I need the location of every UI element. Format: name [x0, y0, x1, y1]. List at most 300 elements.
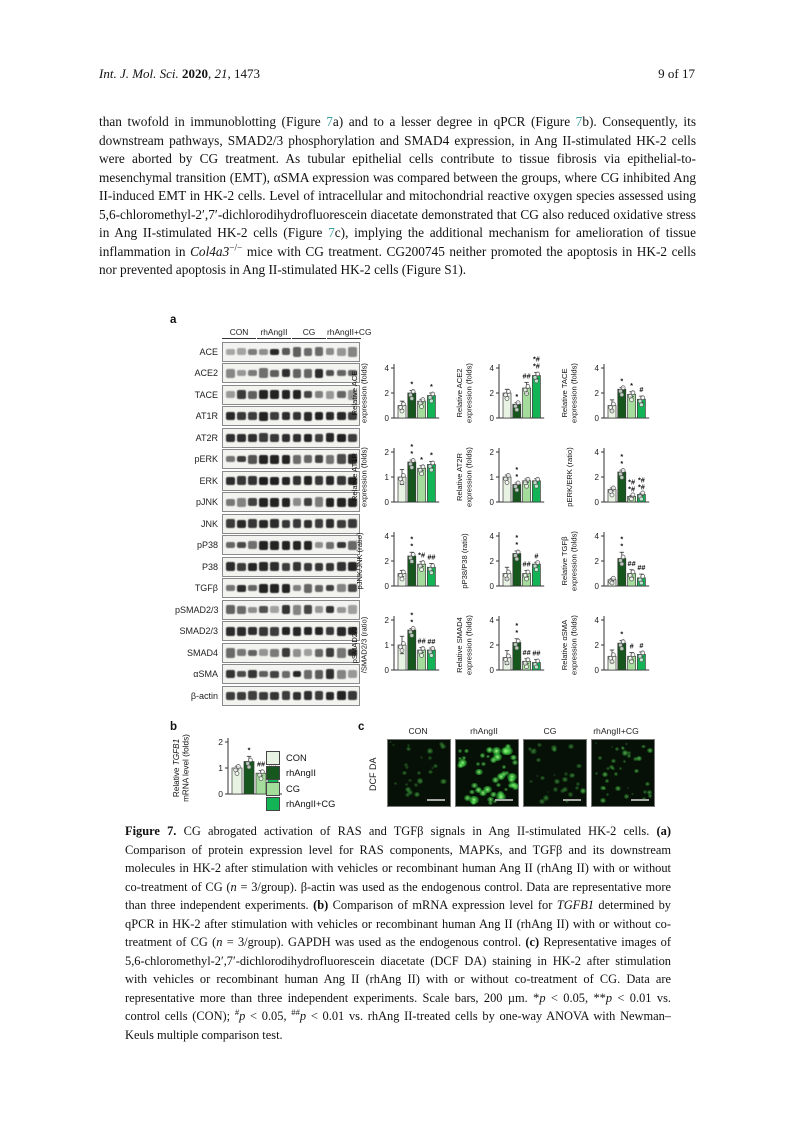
- blot-image-SMAD2/3: [222, 621, 360, 641]
- blot-band: [270, 390, 279, 399]
- blot-band: [304, 520, 313, 528]
- cell-dot: [568, 792, 573, 797]
- blot-band: [237, 563, 246, 571]
- cell-dot: [407, 744, 410, 747]
- cell-dot: [631, 793, 634, 795]
- blot-band: [259, 477, 268, 485]
- blot-band: [270, 606, 279, 613]
- bar-chart-a-1: [455, 352, 559, 434]
- svg-text:##: ##: [522, 559, 531, 569]
- blot-row: [175, 513, 360, 535]
- blot-band: [304, 434, 313, 442]
- svg-text:2: 2: [489, 556, 494, 566]
- blot-row: [175, 449, 360, 471]
- blot-band: [293, 390, 302, 399]
- blot-image-β-actin: [222, 686, 360, 706]
- svg-text:*: *: [515, 391, 519, 401]
- cell-dot: [394, 782, 398, 785]
- blot-row: [175, 556, 360, 578]
- blot-group-header-rhAngII: rhAngII: [257, 327, 291, 339]
- svg-text:2: 2: [218, 736, 223, 747]
- blot-band: [270, 584, 279, 593]
- blot-band: [337, 562, 346, 571]
- blot-band: [282, 455, 291, 464]
- bar-chart-a-7: [455, 520, 559, 602]
- svg-text:0: 0: [594, 413, 599, 423]
- blot-band: [248, 370, 257, 376]
- scale-bar: [495, 799, 513, 801]
- blot-band: [337, 498, 346, 507]
- cell-dot: [496, 783, 501, 787]
- cell-dot: [501, 771, 507, 776]
- blot-band: [282, 390, 291, 399]
- svg-text:Relative ACE2: Relative ACE2: [455, 368, 464, 418]
- blot-image-pP38: [222, 535, 360, 555]
- blot-band: [304, 369, 313, 378]
- blot-band: [282, 691, 291, 700]
- cell-dot: [457, 763, 464, 769]
- blot-row: [175, 341, 360, 363]
- blot-band: [326, 606, 335, 613]
- panel-a-label: a: [170, 314, 177, 326]
- cell-dot: [464, 749, 469, 753]
- blot-band: [226, 542, 235, 548]
- blot-band: [226, 585, 235, 591]
- blot-band: [293, 347, 302, 357]
- blot-band: [259, 584, 268, 593]
- svg-text:##: ##: [627, 558, 636, 568]
- blot-band: [226, 477, 235, 485]
- cell-dot: [606, 767, 609, 770]
- cell-dot: [595, 772, 598, 775]
- svg-text:1: 1: [218, 762, 223, 773]
- panel-c-header-rhAngII+CG: rhAngII+CG: [593, 726, 639, 736]
- cell-dot: [417, 771, 421, 775]
- svg-text:1: 1: [384, 640, 389, 650]
- svg-text:2: 2: [384, 556, 389, 566]
- cell-dot: [625, 743, 628, 746]
- svg-text:*: *: [410, 442, 414, 451]
- bar-chart-a-11: [560, 604, 664, 686]
- cell-dot: [576, 782, 581, 786]
- blot-band: [337, 691, 346, 700]
- blot-band: [293, 671, 302, 677]
- blot-band: [259, 349, 268, 355]
- blot-row-label-AT2R: AT2R: [195, 432, 218, 443]
- cell-dot: [392, 744, 395, 747]
- blot-band: [259, 606, 268, 613]
- svg-text:4: 4: [594, 531, 599, 541]
- blot-band: [337, 391, 346, 398]
- svg-text:*: *: [410, 617, 414, 627]
- blot-band: [237, 671, 246, 677]
- blot-band: [304, 541, 313, 550]
- blot-band: [259, 412, 268, 421]
- blot-band: [237, 348, 246, 355]
- svg-text:*#: *#: [637, 475, 645, 485]
- cell-dot: [553, 774, 556, 776]
- svg-text:pSMAD2/3: pSMAD2/3: [350, 626, 359, 664]
- blot-band: [326, 648, 335, 657]
- blot-band: [270, 455, 279, 464]
- cell-dot: [405, 766, 408, 769]
- cell-dot: [627, 787, 630, 789]
- fluorescence-image-CG: [523, 739, 587, 807]
- blot-band: [304, 412, 313, 421]
- blot-row: [175, 384, 360, 406]
- cell-dot: [528, 747, 533, 751]
- blot-band: [237, 412, 246, 420]
- svg-text:Relative αSMA: Relative αSMA: [560, 619, 569, 671]
- blot-band: [315, 369, 324, 378]
- svg-text:expression (folds): expression (folds): [569, 615, 579, 675]
- blot-rows: [175, 341, 360, 707]
- figure-ref-link[interactable]: 7: [575, 114, 583, 129]
- blot-band: [315, 347, 324, 356]
- blot-band: [315, 606, 324, 613]
- cell-dot: [476, 762, 480, 766]
- blot-band: [270, 627, 279, 636]
- blot-image-pERK: [222, 449, 360, 469]
- svg-text:##: ##: [417, 636, 426, 646]
- svg-text:#: #: [639, 640, 644, 650]
- blot-band: [337, 648, 346, 658]
- blot-band: [304, 605, 313, 614]
- blot-band: [270, 541, 279, 550]
- blot-row: [175, 664, 360, 686]
- blot-band: [337, 454, 346, 464]
- blot-row-label-TACE: TACE: [194, 389, 218, 400]
- cell-dot: [490, 757, 497, 763]
- blot-image-TACE: [222, 385, 360, 405]
- blot-band: [282, 605, 291, 614]
- blot-band: [259, 390, 268, 399]
- scale-bar: [631, 799, 649, 801]
- bar-chart-a-10: [455, 604, 559, 686]
- blot-band: [304, 563, 313, 571]
- blot-band: [326, 476, 335, 485]
- cell-dot: [512, 760, 517, 765]
- blot-band: [315, 627, 324, 635]
- legend-item-CG: [266, 781, 335, 797]
- svg-text:expression (folds): expression (folds): [464, 447, 474, 507]
- blot-row: [175, 427, 360, 449]
- scale-bar: [563, 799, 581, 801]
- bar-chart-a-9: [350, 604, 454, 686]
- blot-band: [326, 692, 335, 700]
- svg-text:0: 0: [218, 788, 223, 799]
- svg-text:2: 2: [594, 388, 599, 398]
- svg-text:*#: *#: [532, 361, 540, 371]
- blot-band: [226, 369, 235, 378]
- svg-text:/SMAD2/3 (ratio): /SMAD2/3 (ratio): [359, 616, 369, 674]
- blot-band: [337, 542, 346, 548]
- svg-text:4: 4: [594, 615, 599, 625]
- blot-image-P38: [222, 557, 360, 577]
- svg-text:0: 0: [594, 497, 599, 507]
- svg-text:*: *: [429, 450, 433, 460]
- blot-row-label-TGFβ: TGFβ: [194, 583, 218, 594]
- blot-band: [304, 649, 313, 656]
- blot-band: [315, 649, 324, 657]
- svg-text:mRNA level (folds): mRNA level (folds): [181, 734, 191, 802]
- legend-label: rhAngII+CG: [286, 799, 336, 810]
- svg-text:Relative TGFB1: Relative TGFB1: [172, 738, 181, 798]
- blot-row-label-pERK: pERK: [194, 454, 218, 465]
- bar-chart-a-6: [350, 520, 454, 602]
- cell-dot: [598, 756, 603, 760]
- cell-dot: [602, 772, 608, 777]
- blot-band: [326, 455, 335, 464]
- blot-row-label-SMAD2/3: SMAD2/3: [179, 626, 218, 637]
- blot-band: [282, 412, 291, 420]
- blot-band: [270, 349, 279, 355]
- svg-text:*#: *#: [628, 477, 636, 487]
- cell-dot: [417, 778, 423, 783]
- svg-text:*: *: [410, 534, 414, 544]
- cell-dot: [568, 744, 574, 749]
- blot-image-ACE2: [222, 363, 360, 383]
- cell-dot: [428, 770, 433, 774]
- cell-dot: [641, 745, 645, 749]
- cell-dot: [420, 756, 423, 758]
- blot-image-ERK: [222, 471, 360, 491]
- svg-text:#: #: [534, 551, 539, 561]
- blot-band: [248, 650, 257, 656]
- blot-band: [259, 368, 268, 378]
- cell-dot: [648, 794, 653, 798]
- bar-chart-a-4: [455, 436, 559, 518]
- panel-c-header-CG: CG: [543, 726, 557, 736]
- cell-dot: [543, 795, 549, 800]
- svg-text:pERK/ERK (ratio): pERK/ERK (ratio): [565, 447, 574, 507]
- svg-text:##: ##: [637, 563, 646, 573]
- blot-image-TGFβ: [222, 578, 360, 598]
- blot-band: [270, 412, 279, 420]
- legend-label: rhAngII: [286, 768, 316, 779]
- cell-dot: [492, 747, 501, 754]
- blot-band: [293, 434, 302, 442]
- blot-band: [304, 670, 313, 679]
- dcf-da-row-label: DCF DA: [368, 757, 378, 791]
- cell-dot: [615, 747, 619, 751]
- svg-text:*#: *#: [532, 354, 540, 364]
- blot-row: [175, 642, 360, 664]
- blot-band: [248, 349, 257, 355]
- cell-dot: [488, 801, 493, 805]
- blot-band: [226, 499, 235, 506]
- blot-band: [326, 498, 335, 507]
- svg-text:0: 0: [489, 413, 494, 423]
- page-number: 9 of 17: [658, 66, 695, 81]
- blot-band: [282, 541, 291, 550]
- blot-band: [348, 691, 357, 700]
- cell-dot: [606, 793, 609, 796]
- svg-text:2: 2: [384, 388, 389, 398]
- blot-band: [226, 434, 235, 442]
- cell-dot: [404, 763, 408, 766]
- blot-band: [282, 434, 291, 442]
- blot-band: [248, 434, 257, 442]
- svg-text:4: 4: [384, 363, 389, 373]
- blot-row: [175, 492, 360, 514]
- svg-text:4: 4: [594, 363, 599, 373]
- svg-text:2: 2: [384, 447, 389, 457]
- svg-text:*#: *#: [418, 550, 426, 560]
- svg-text:##: ##: [427, 637, 436, 646]
- blot-band: [293, 649, 302, 657]
- blot-band: [315, 412, 324, 420]
- blot-band: [326, 669, 335, 679]
- svg-text:2: 2: [594, 640, 599, 650]
- cell-dot: [621, 746, 624, 749]
- blot-row-label-αSMA: αSMA: [193, 669, 218, 680]
- svg-text:*: *: [515, 465, 519, 474]
- blot-band: [315, 563, 324, 571]
- cell-dot: [427, 748, 433, 753]
- svg-text:4: 4: [384, 531, 389, 541]
- svg-text:#: #: [629, 641, 634, 651]
- blot-band: [259, 433, 268, 442]
- figure-ref-link[interactable]: 7: [328, 225, 335, 241]
- cell-dot: [552, 748, 557, 752]
- blot-row-label-ACE: ACE: [199, 346, 218, 357]
- cell-dot: [533, 748, 536, 751]
- blot-row: [175, 406, 360, 428]
- blot-band: [337, 627, 346, 636]
- blot-band: [315, 585, 324, 592]
- svg-text:0: 0: [489, 581, 494, 591]
- blot-band: [293, 498, 302, 506]
- svg-text:##: ##: [522, 371, 531, 381]
- cell-dot: [407, 790, 412, 795]
- cell-dot: [605, 779, 610, 783]
- svg-text:*: *: [620, 534, 624, 544]
- svg-text:4: 4: [489, 531, 494, 541]
- cell-dot: [611, 759, 616, 763]
- cell-dot: [431, 767, 434, 770]
- cell-dot: [600, 798, 606, 803]
- blot-band: [248, 585, 257, 591]
- blot-row-label-ERK: ERK: [199, 475, 218, 486]
- blot-band: [293, 692, 302, 700]
- blot-band: [304, 498, 313, 506]
- blot-band: [337, 520, 346, 528]
- cell-dot: [529, 780, 533, 783]
- legend-item-CON: [266, 750, 335, 766]
- blot-band: [293, 562, 302, 571]
- blot-group-header-CG: CG: [292, 327, 326, 339]
- blot-band: [248, 691, 257, 700]
- blot-band: [326, 542, 335, 549]
- blot-band: [248, 563, 257, 571]
- blot-band: [337, 670, 346, 679]
- blot-band: [270, 498, 279, 507]
- blot-band: [326, 563, 335, 571]
- blot-row-label-β-actin: β-actin: [190, 690, 218, 701]
- blot-band: [226, 519, 235, 528]
- cell-dot: [537, 743, 542, 747]
- body-paragraph: than twofold in immunoblotting (Figure 7a) and to a lesser degree in qPCR (Figure 7b). Consequently, its downstream pathways, SMAD2/3 phosphorylation and SMAD4 expression, in Ang II-stimulated HK-2 cells were aborted by CG treatment. As tubular epithelial cells contribute to tissue fibrosis via epithelial-to-mesenchymal transition (EMT), αSMA expression was compared between the groups, where CG inhibited Ang II-induced EMT in HK-2 cells. Level of intracellular and mitochondrial reactive oxygen species assessed using 5,6-chloromethyl-2′,7′-dichlorodihydrofluorescein diacetate demonstrated that CG also reduced oxidative stress in Ang II-stimulated HK-2 cells (Figure 7c), implying the additional mechanism for amelioration of tissue inflammation in Col4a3−/− mice with CG treatment. CG200745 neither promoted the apoptosis in HK-2 cells nor prevented apoptosis in Ang II-stimulated HK-2 cells (Figure S1).: [99, 114, 696, 278]
- cell-dot: [502, 765, 507, 769]
- blot-band: [226, 670, 235, 678]
- figure-ref-link[interactable]: 7: [326, 114, 333, 129]
- panel-c-header-CON: CON: [408, 726, 428, 736]
- cell-dot: [406, 747, 411, 751]
- blot-band: [237, 520, 246, 528]
- blot-band: [237, 498, 246, 507]
- blot-band: [304, 455, 313, 463]
- blot-band: [315, 519, 324, 528]
- blot-band: [237, 542, 246, 548]
- cell-dot: [624, 794, 629, 798]
- blot-band: [282, 498, 291, 507]
- cell-dot: [440, 744, 446, 749]
- panel-c-header-rhAngII: rhAngII: [470, 726, 498, 736]
- blot-row-label-pJNK: pJNK: [195, 497, 218, 508]
- blot-band: [326, 519, 335, 528]
- cell-dot: [643, 790, 647, 793]
- svg-text:*: *: [620, 376, 624, 386]
- blot-band: [259, 455, 268, 464]
- blot-band: [259, 692, 268, 700]
- blot-band: [237, 627, 246, 636]
- blot-band: [248, 541, 257, 549]
- blot-band: [293, 541, 302, 550]
- blot-band: [226, 692, 235, 700]
- blot-row-label-AT1R: AT1R: [195, 411, 218, 422]
- blot-band: [337, 412, 346, 420]
- svg-text:0: 0: [489, 665, 494, 675]
- cell-dot: [408, 779, 411, 782]
- legend-swatch-CON: [266, 751, 280, 765]
- blot-band: [282, 477, 291, 485]
- blot-row-label-ACE2: ACE2: [194, 368, 218, 379]
- blot-band: [282, 563, 291, 571]
- svg-text:*: *: [630, 380, 634, 390]
- blot-band: [259, 541, 268, 550]
- blot-band: [237, 692, 246, 700]
- blot-band: [315, 691, 324, 700]
- blot-band: [248, 627, 257, 635]
- blot-band: [282, 648, 291, 658]
- legend-item-rhAngII+CG: [266, 797, 335, 813]
- blot-band: [293, 412, 302, 420]
- blot-band: [270, 434, 279, 442]
- blot-band: [326, 585, 335, 591]
- svg-text:4: 4: [594, 447, 599, 457]
- blot-band: [237, 606, 246, 614]
- blot-band: [304, 584, 313, 593]
- svg-text:*: *: [620, 541, 624, 551]
- svg-text:4: 4: [489, 615, 494, 625]
- blot-band: [226, 562, 235, 571]
- legend-swatch-CG: [266, 782, 280, 796]
- legend-label: CG: [286, 783, 300, 794]
- cell-dot: [402, 771, 407, 775]
- svg-text:0: 0: [384, 581, 389, 591]
- cell-dot: [645, 782, 650, 786]
- cell-dot: [414, 783, 418, 786]
- blot-band: [304, 391, 313, 398]
- blot-band: [248, 607, 257, 613]
- svg-text:2: 2: [489, 640, 494, 650]
- blot-row-label-P38: P38: [201, 561, 218, 572]
- svg-text:2: 2: [594, 472, 599, 482]
- cell-dot: [575, 786, 580, 790]
- blot-row: [175, 363, 360, 385]
- blot-band: [337, 584, 346, 592]
